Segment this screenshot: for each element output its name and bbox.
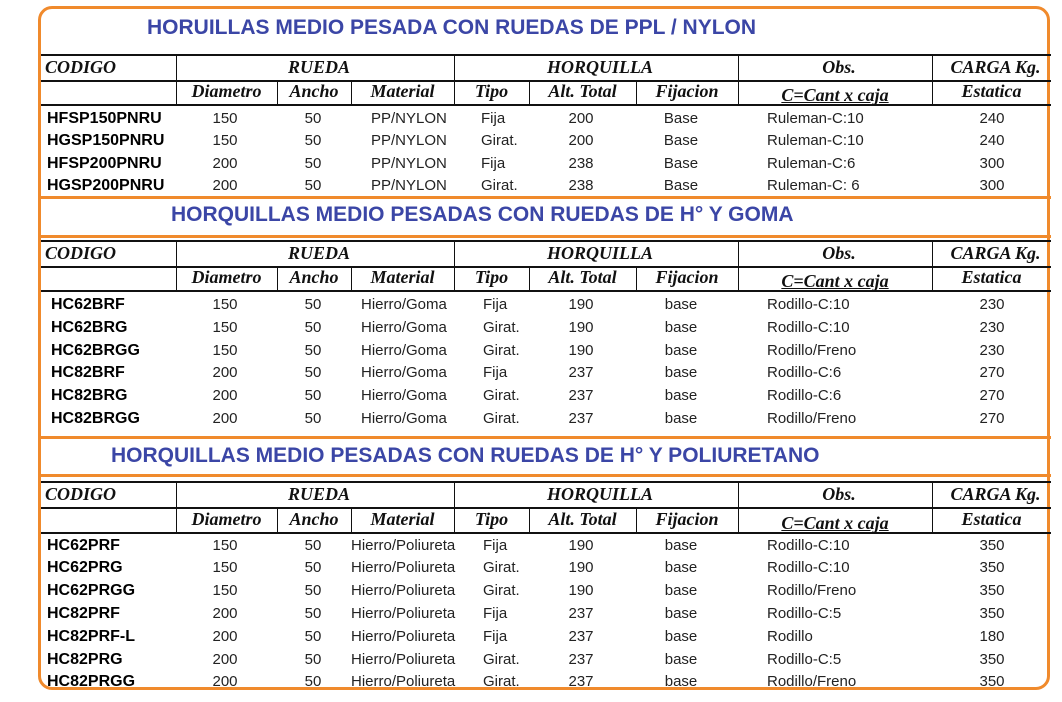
section-title: HORQUILLAS MEDIO PESADAS CON RUEDAS DE H° Y POLIURETANO bbox=[111, 444, 820, 467]
cell-material: PP/NYLON bbox=[371, 110, 447, 127]
cell-diametro: 200 bbox=[212, 628, 238, 645]
header-alt-total: Alt. Total bbox=[548, 267, 617, 287]
catalog-section bbox=[41, 0, 1051, 702]
cell-carga: 180 bbox=[979, 628, 1005, 645]
table-row bbox=[41, 671, 1051, 693]
column-divider bbox=[176, 508, 177, 534]
cell-ancho: 50 bbox=[304, 537, 322, 554]
cell-diametro: 150 bbox=[212, 319, 238, 336]
cell-material: Hierro/Poliureta bbox=[351, 582, 456, 599]
cell-carga: 300 bbox=[979, 177, 1005, 194]
cell-ancho: 50 bbox=[304, 364, 322, 381]
cell-tipo: Girat. bbox=[483, 342, 520, 359]
cell-obs: Rodillo/Freno bbox=[767, 582, 857, 599]
cell-fijacion: base bbox=[664, 628, 698, 645]
cell-obs: Rodillo-C:5 bbox=[767, 651, 842, 668]
cell-material: Hierro/Poliureta bbox=[351, 605, 456, 622]
cell-fijacion: base bbox=[664, 342, 698, 359]
header-ancho: Ancho bbox=[289, 509, 339, 529]
header-estatica: Estatica bbox=[961, 81, 1022, 101]
header-diametro: Diametro bbox=[191, 267, 262, 287]
table-row bbox=[41, 535, 1051, 557]
cell-material: Hierro/Goma bbox=[361, 296, 447, 313]
cell-fijacion: base bbox=[664, 537, 698, 554]
product-code: HC82PRG bbox=[47, 651, 123, 668]
cell-diametro: 200 bbox=[212, 155, 238, 172]
header-obs-sub: C=Cant x caja bbox=[781, 513, 889, 533]
cell-obs: Ruleman-C:10 bbox=[767, 110, 864, 127]
cell-fijacion: Base bbox=[663, 177, 699, 194]
cell-tipo: Girat. bbox=[481, 177, 518, 194]
header-horquilla: HORQUILLA bbox=[546, 484, 653, 504]
cell-material: Hierro/Poliureta bbox=[351, 559, 456, 576]
cell-fijacion: Base bbox=[663, 110, 699, 127]
cell-material: Hierro/Poliureta bbox=[351, 651, 456, 668]
header-codigo: CODIGO bbox=[45, 57, 117, 77]
cell-alt-total: 190 bbox=[568, 582, 594, 599]
cell-material: Hierro/Goma bbox=[361, 319, 447, 336]
header-tipo: Tipo bbox=[474, 267, 509, 287]
cell-carga: 300 bbox=[979, 155, 1005, 172]
cell-material: Hierro/Goma bbox=[361, 410, 447, 427]
cell-obs: Rodillo-C:10 bbox=[767, 296, 850, 313]
table-row bbox=[41, 580, 1051, 602]
header-ancho: Ancho bbox=[289, 81, 339, 101]
cell-carga: 350 bbox=[979, 651, 1005, 668]
header-tipo: Tipo bbox=[474, 509, 509, 529]
cell-carga: 230 bbox=[979, 342, 1005, 359]
cell-fijacion: base bbox=[664, 319, 698, 336]
cell-material: Hierro/Poliureta bbox=[351, 537, 456, 554]
product-code: HC62PRF bbox=[47, 537, 120, 554]
header-obs-sub: C=Cant x caja bbox=[781, 85, 889, 105]
cell-ancho: 50 bbox=[304, 319, 322, 336]
cell-alt-total: 237 bbox=[568, 651, 594, 668]
cell-material: PP/NYLON bbox=[371, 132, 447, 149]
cell-fijacion: base bbox=[664, 605, 698, 622]
section-title: HORQUILLAS MEDIO PESADAS CON RUEDAS DE H° Y GOMA bbox=[171, 203, 794, 226]
cell-carga: 350 bbox=[979, 582, 1005, 599]
cell-ancho: 50 bbox=[304, 651, 322, 668]
cell-carga: 240 bbox=[979, 132, 1005, 149]
product-code: HC82PRF-L bbox=[47, 628, 136, 645]
header-alt-total: Alt. Total bbox=[548, 509, 617, 529]
header-estatica: Estatica bbox=[961, 267, 1022, 287]
cell-alt-total: 190 bbox=[568, 537, 594, 554]
cell-alt-total: 237 bbox=[568, 364, 594, 381]
cell-ancho: 50 bbox=[304, 342, 322, 359]
cell-obs: Rodillo/Freno bbox=[767, 342, 857, 359]
cell-ancho: 50 bbox=[304, 628, 322, 645]
cell-obs: Rodillo-C:10 bbox=[767, 319, 850, 336]
header-carga: CARGA Kg. bbox=[950, 484, 1041, 504]
product-code: HC62BRF bbox=[51, 296, 125, 313]
header-codigo: CODIGO bbox=[45, 243, 117, 263]
cell-tipo: Girat. bbox=[483, 651, 520, 668]
cell-ancho: 50 bbox=[304, 110, 322, 127]
cell-obs: Rodillo/Freno bbox=[767, 410, 857, 427]
cell-tipo: Girat. bbox=[483, 410, 520, 427]
cell-ancho: 50 bbox=[304, 296, 322, 313]
cell-tipo: Girat. bbox=[483, 582, 520, 599]
column-divider bbox=[454, 483, 455, 509]
cell-obs: Rodillo-C:10 bbox=[767, 559, 850, 576]
cell-alt-total: 237 bbox=[568, 673, 594, 690]
table-row bbox=[41, 603, 1051, 625]
cell-alt-total: 237 bbox=[568, 605, 594, 622]
header-row-sub bbox=[41, 508, 1051, 534]
column-divider bbox=[738, 508, 739, 534]
table-row bbox=[41, 626, 1051, 648]
product-code: HC62PRGG bbox=[47, 582, 136, 599]
header-rueda: RUEDA bbox=[287, 57, 350, 77]
cell-alt-total: 200 bbox=[568, 110, 594, 127]
cell-alt-total: 237 bbox=[568, 628, 594, 645]
product-code: HC82BRGG bbox=[51, 410, 140, 427]
header-estatica: Estatica bbox=[961, 509, 1022, 529]
cell-carga: 230 bbox=[979, 296, 1005, 313]
table-row bbox=[41, 649, 1051, 671]
cell-ancho: 50 bbox=[304, 155, 322, 172]
cell-alt-total: 200 bbox=[568, 132, 594, 149]
column-divider bbox=[454, 508, 455, 534]
cell-fijacion: base bbox=[664, 364, 698, 381]
product-code: HC82BRF bbox=[51, 364, 125, 381]
column-divider bbox=[932, 508, 933, 534]
cell-ancho: 50 bbox=[304, 673, 322, 690]
cell-diametro: 200 bbox=[212, 651, 238, 668]
cell-fijacion: base bbox=[664, 296, 698, 313]
cell-diametro: 200 bbox=[212, 177, 238, 194]
cell-fijacion: base bbox=[664, 582, 698, 599]
product-code: HC82PRF bbox=[47, 605, 120, 622]
cell-tipo: Girat. bbox=[483, 559, 520, 576]
header-rueda: RUEDA bbox=[287, 484, 350, 504]
header-carga: CARGA Kg. bbox=[950, 243, 1041, 263]
cell-alt-total: 190 bbox=[568, 319, 594, 336]
cell-tipo: Fija bbox=[483, 296, 508, 313]
column-divider bbox=[738, 483, 739, 509]
cell-carga: 270 bbox=[979, 410, 1005, 427]
cell-diametro: 200 bbox=[212, 605, 238, 622]
cell-diametro: 150 bbox=[212, 537, 238, 554]
cell-carga: 270 bbox=[979, 364, 1005, 381]
cell-fijacion: Base bbox=[663, 132, 699, 149]
product-code: HFSP150PNRU bbox=[47, 110, 162, 127]
cell-ancho: 50 bbox=[304, 582, 322, 599]
cell-ancho: 50 bbox=[304, 410, 322, 427]
cell-tipo: Girat. bbox=[481, 132, 518, 149]
header-fijacion: Fijacion bbox=[655, 81, 719, 101]
column-divider bbox=[351, 508, 352, 534]
cell-diametro: 150 bbox=[212, 342, 238, 359]
cell-tipo: Fija bbox=[483, 364, 508, 381]
header-fijacion: Fijacion bbox=[655, 267, 719, 287]
cell-tipo: Fija bbox=[481, 110, 506, 127]
header-horquilla: HORQUILLA bbox=[546, 243, 653, 263]
header-fijacion: Fijacion bbox=[655, 509, 719, 529]
product-code: HGSP200PNRU bbox=[47, 177, 165, 194]
cell-alt-total: 190 bbox=[568, 342, 594, 359]
cell-alt-total: 237 bbox=[568, 410, 594, 427]
cell-carga: 350 bbox=[979, 537, 1005, 554]
cell-alt-total: 190 bbox=[568, 559, 594, 576]
cell-diametro: 200 bbox=[212, 364, 238, 381]
column-divider bbox=[636, 508, 637, 534]
header-diametro: Diametro bbox=[191, 509, 262, 529]
column-divider bbox=[529, 508, 530, 534]
cell-material: Hierro/Goma bbox=[361, 342, 447, 359]
cell-carga: 270 bbox=[979, 387, 1005, 404]
cell-tipo: Girat. bbox=[483, 319, 520, 336]
cell-ancho: 50 bbox=[304, 387, 322, 404]
cell-material: PP/NYLON bbox=[371, 177, 447, 194]
cell-carga: 240 bbox=[979, 110, 1005, 127]
header-material: Material bbox=[370, 509, 435, 529]
cell-diametro: 150 bbox=[212, 559, 238, 576]
cell-obs: Rodillo-C:6 bbox=[767, 364, 842, 381]
cell-diametro: 150 bbox=[212, 110, 238, 127]
product-code: HFSP200PNRU bbox=[47, 155, 162, 172]
cell-fijacion: base bbox=[664, 559, 698, 576]
header-horquilla: HORQUILLA bbox=[546, 57, 653, 77]
cell-diametro: 150 bbox=[212, 296, 238, 313]
cell-alt-total: 190 bbox=[568, 296, 594, 313]
cell-carga: 350 bbox=[979, 605, 1005, 622]
cell-material: PP/NYLON bbox=[371, 155, 447, 172]
cell-ancho: 50 bbox=[304, 605, 322, 622]
column-divider bbox=[932, 483, 933, 509]
cell-tipo: Fija bbox=[483, 628, 508, 645]
table-row bbox=[41, 557, 1051, 579]
product-code: HC62BRG bbox=[51, 319, 128, 336]
cell-ancho: 50 bbox=[304, 559, 322, 576]
column-divider bbox=[176, 483, 177, 509]
product-code: HGSP150PNRU bbox=[47, 132, 165, 149]
cell-tipo: Girat. bbox=[483, 673, 520, 690]
header-obs: Obs. bbox=[822, 484, 856, 504]
cell-diametro: 150 bbox=[212, 582, 238, 599]
cell-fijacion: Base bbox=[663, 155, 699, 172]
product-code: HC82PRGG bbox=[47, 673, 136, 690]
header-codigo: CODIGO bbox=[45, 484, 117, 504]
cell-tipo: Fija bbox=[481, 155, 506, 172]
cell-obs: Ruleman-C:6 bbox=[767, 155, 856, 172]
cell-carga: 350 bbox=[979, 673, 1005, 690]
cell-ancho: 50 bbox=[304, 132, 322, 149]
product-code: HC62BRGG bbox=[51, 342, 140, 359]
header-row-main bbox=[41, 481, 1051, 509]
header-carga: CARGA Kg. bbox=[950, 57, 1041, 77]
cell-fijacion: base bbox=[664, 673, 698, 690]
cell-obs: Rodillo-C:10 bbox=[767, 537, 850, 554]
cell-material: Hierro/Goma bbox=[361, 364, 447, 381]
cell-alt-total: 237 bbox=[568, 387, 594, 404]
cell-tipo: Fija bbox=[483, 605, 508, 622]
cell-material: Hierro/Poliureta bbox=[351, 628, 456, 645]
cell-material: Hierro/Poliureta bbox=[351, 673, 456, 690]
cell-obs: Rodillo/Freno bbox=[767, 673, 857, 690]
cell-carga: 350 bbox=[979, 559, 1005, 576]
cell-fijacion: base bbox=[664, 410, 698, 427]
header-obs-sub: C=Cant x caja bbox=[781, 271, 889, 291]
cell-ancho: 50 bbox=[304, 177, 322, 194]
cell-diametro: 200 bbox=[212, 410, 238, 427]
cell-obs: Rodillo-C:5 bbox=[767, 605, 842, 622]
cell-diametro: 150 bbox=[212, 132, 238, 149]
header-obs: Obs. bbox=[822, 57, 856, 77]
cell-tipo: Fija bbox=[483, 537, 508, 554]
cell-alt-total: 238 bbox=[568, 155, 594, 172]
header-material: Material bbox=[370, 81, 435, 101]
cell-obs: Ruleman-C: 6 bbox=[767, 177, 860, 194]
cell-alt-total: 238 bbox=[568, 177, 594, 194]
column-divider bbox=[277, 508, 278, 534]
cell-diametro: 200 bbox=[212, 387, 238, 404]
cell-tipo: Girat. bbox=[483, 387, 520, 404]
cell-obs: Ruleman-C:10 bbox=[767, 132, 864, 149]
header-ancho: Ancho bbox=[289, 267, 339, 287]
cell-material: Hierro/Goma bbox=[361, 387, 447, 404]
product-code: HC62PRG bbox=[47, 559, 123, 576]
header-tipo: Tipo bbox=[474, 81, 509, 101]
header-obs: Obs. bbox=[822, 243, 856, 263]
product-code: HC82BRG bbox=[51, 387, 128, 404]
cell-obs: Rodillo-C:6 bbox=[767, 387, 842, 404]
cell-fijacion: base bbox=[664, 651, 698, 668]
header-rueda: RUEDA bbox=[287, 243, 350, 263]
cell-diametro: 200 bbox=[212, 673, 238, 690]
header-material: Material bbox=[370, 267, 435, 287]
header-diametro: Diametro bbox=[191, 81, 262, 101]
cell-fijacion: base bbox=[664, 387, 698, 404]
cell-carga: 230 bbox=[979, 319, 1005, 336]
section-title: HORUILLAS MEDIO PESADA CON RUEDAS DE PPL / NYLON bbox=[147, 16, 757, 39]
cell-obs: Rodillo bbox=[767, 628, 813, 645]
header-alt-total: Alt. Total bbox=[548, 81, 617, 101]
